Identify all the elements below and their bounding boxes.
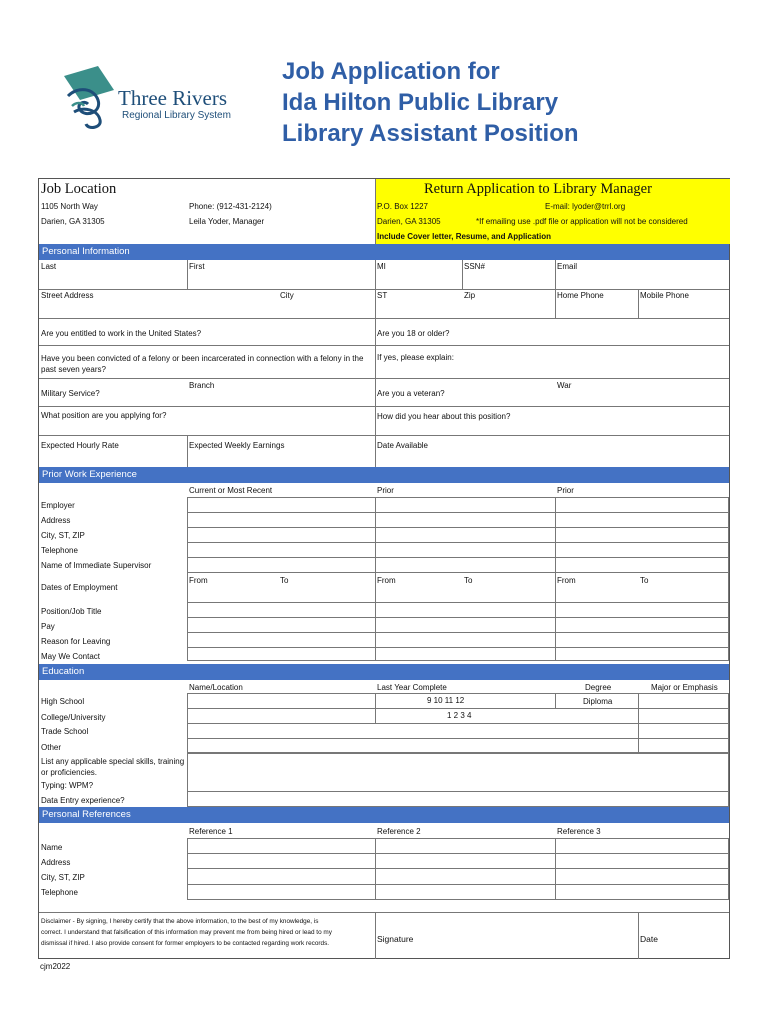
return-pobox: P.O. Box 1227	[377, 202, 428, 211]
reference-2-label: Reference 2	[377, 827, 421, 836]
library-manager: Leila Yoder, Manager	[189, 217, 265, 226]
employer-city-label: City, ST, ZIP	[41, 531, 85, 540]
street-address-label: Street Address	[41, 291, 94, 300]
college-years: 1 2 3 4	[447, 711, 472, 720]
reason-leaving-label: Reason for Leaving	[41, 637, 111, 646]
three-rivers-logo-icon	[58, 66, 118, 132]
edu-degree-label: Degree	[585, 683, 612, 692]
high-school-label: High School	[41, 697, 85, 706]
to-label-2: To	[464, 576, 473, 585]
employer-label: Employer	[41, 501, 75, 510]
job-title-label: Position/Job Title	[41, 607, 102, 616]
ref-address-label: Address	[41, 858, 71, 867]
supervisor-label: Name of Immediate Supervisor	[41, 561, 152, 570]
logo-name: Three Rivers	[118, 86, 228, 110]
reference-3-label: Reference 3	[557, 827, 601, 836]
ref-city-label: City, ST, ZIP	[41, 873, 85, 882]
footer-code: cjm2022	[40, 962, 71, 971]
job-location-heading: Job Location	[41, 181, 117, 197]
military-label: Military Service?	[41, 389, 100, 398]
skills-label-line1: List any applicable special skills, training	[41, 757, 185, 766]
work-col-prior-2: Prior	[557, 486, 574, 495]
work-col-prior-1: Prior	[377, 486, 394, 495]
return-heading: Return Application to Library Manager	[424, 181, 652, 197]
library-logo	[58, 66, 238, 132]
title-line-1: Job Application for	[282, 58, 500, 85]
personal-info-band: Personal Information	[39, 244, 729, 260]
typing-label: Typing: WPM?	[41, 781, 94, 790]
college-label: College/University	[41, 713, 106, 722]
weekly-earnings-label: Expected Weekly Earnings	[189, 441, 285, 450]
state-label: ST	[377, 291, 388, 300]
mi-label: MI	[377, 262, 386, 271]
disclaimer-line1: Disclaimer - By signing, I hereby certify that the above information, to the best of my knowledge, is	[41, 918, 319, 925]
mobile-phone-label: Mobile Phone	[640, 291, 689, 300]
war-label: War	[557, 381, 572, 390]
hourly-rate-label: Expected Hourly Rate	[41, 441, 119, 450]
logo-subtitle: Regional Library System	[122, 110, 231, 121]
email-label: Email	[557, 262, 578, 271]
library-street: 1105 North Way	[41, 202, 98, 211]
trade-school-label: Trade School	[41, 727, 89, 736]
title-line-3: Library Assistant Position	[282, 120, 579, 147]
other-education-label: Other	[41, 743, 62, 752]
skills-box[interactable]	[187, 753, 729, 807]
high-school-years: 9 10 11 12	[427, 696, 465, 705]
may-contact-label: May We Contact	[41, 652, 100, 661]
felony-question-line2: past seven years?	[41, 365, 106, 374]
education-band: Education	[39, 664, 729, 680]
felony-question-line1: Have you been convicted of a felony or been incarcerated in connection with a felony in the	[41, 354, 364, 363]
hear-question: How did you hear about this position?	[377, 412, 511, 421]
signature-label: Signature	[377, 934, 414, 944]
pay-label: Pay	[41, 622, 55, 631]
date-label: Date	[640, 934, 658, 944]
work-col-current: Current or Most Recent	[189, 486, 273, 495]
position-question: What position are you applying for?	[41, 411, 167, 420]
data-entry-label: Data Entry experience?	[41, 796, 125, 805]
dates-employment-label: Dates of Employment	[41, 583, 118, 592]
branch-label: Branch	[189, 381, 215, 390]
library-city: Darien, GA 31305	[41, 217, 105, 226]
age-question: Are you 18 or older?	[377, 329, 450, 338]
city-label: City	[280, 291, 294, 300]
ref-telephone-label: Telephone	[41, 888, 78, 897]
pdf-note: *If emailing use .pdf file or application will not be considered	[476, 217, 688, 226]
ref-name-label: Name	[41, 843, 63, 852]
skills-label-line2: or proficiencies.	[41, 768, 98, 777]
return-city: Darien, GA 31305	[377, 217, 441, 226]
from-label-1: From	[189, 576, 208, 585]
explain-label: If yes, please explain:	[377, 353, 454, 362]
edu-major-label: Major or Emphasis	[651, 683, 718, 692]
employer-address-label: Address	[41, 516, 71, 525]
title-line-2: Ida Hilton Public Library	[282, 89, 559, 116]
work-experience-band: Prior Work Experience	[39, 467, 729, 483]
date-available-label: Date Available	[377, 441, 428, 450]
references-band: Personal References	[39, 807, 729, 823]
reference-1-label: Reference 1	[189, 827, 233, 836]
entitled-question: Are you entitled to work in the United States?	[41, 329, 202, 338]
last-name-label: Last	[41, 262, 57, 271]
library-phone: Phone: (912-431-2124)	[189, 202, 272, 211]
from-label-2: From	[377, 576, 396, 585]
include-note: Include Cover letter, Resume, and Application	[377, 232, 551, 241]
first-name-label: First	[189, 262, 205, 271]
veteran-question: Are you a veteran?	[377, 389, 445, 398]
to-label-3: To	[640, 576, 649, 585]
application-form	[38, 178, 730, 959]
disclaimer-line2: correct. I understand that falsification of this information may prevent me from being hired or lead to my	[41, 929, 332, 936]
zip-label: Zip	[464, 291, 476, 300]
edu-last-year-label: Last Year Complete	[377, 683, 447, 692]
diploma-label: Diploma	[583, 697, 613, 706]
return-email: E-mail: lyoder@trrl.org	[545, 202, 626, 211]
from-label-3: From	[557, 576, 576, 585]
edu-name-location-label: Name/Location	[189, 683, 243, 692]
employer-telephone-label: Telephone	[41, 546, 78, 555]
references-grid	[187, 838, 729, 900]
disclaimer-line3: dismissal if hired. I also provide consent for former employers to be contacted regarding work records.	[41, 940, 330, 947]
page-title	[282, 56, 579, 149]
ssn-label: SSN#	[464, 262, 485, 271]
home-phone-label: Home Phone	[557, 291, 604, 300]
to-label-1: To	[280, 576, 289, 585]
